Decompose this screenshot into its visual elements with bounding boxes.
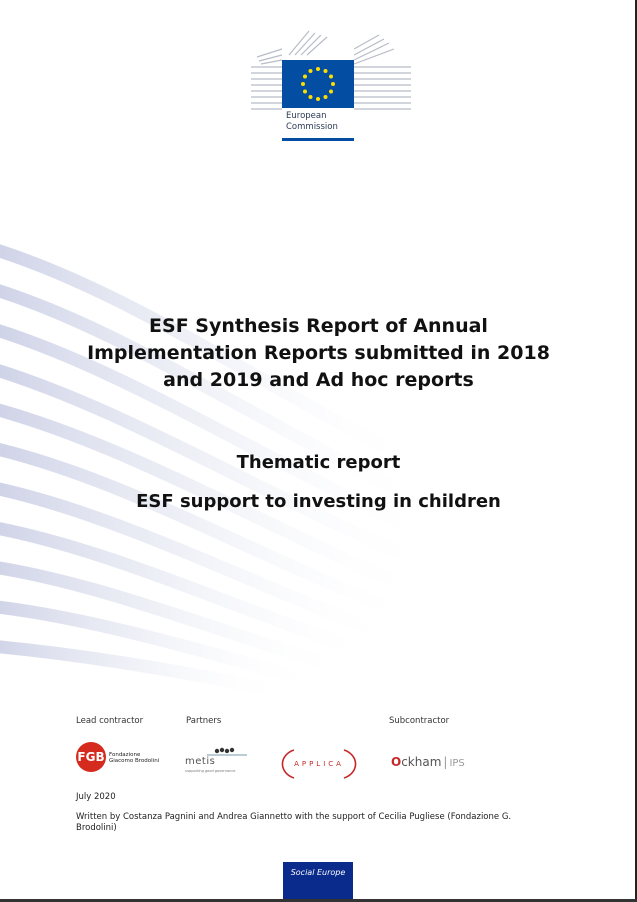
european-commission-logo [249, 27, 414, 143]
report-title [60, 313, 577, 394]
logo-wordmark [286, 111, 338, 133]
report-type: Thematic report [236, 452, 401, 473]
social-europe-label: Social Europe [290, 868, 346, 877]
authors-statement: Written by Costanza Pagnini and Andrea Giannetto with the support of Cecilia Pugliese (Fondazione G. Brodolini) [76, 812, 512, 833]
social-europe-badge [283, 862, 353, 899]
title-line-1: ESF Synthesis Report of Annual [149, 315, 488, 337]
fgb-name [109, 752, 159, 764]
ockham-ips-label: IPS [449, 758, 465, 769]
fgb-logo [76, 742, 166, 776]
logo-line-commission: Commission [286, 122, 338, 132]
report-topic: ESF support to investing in children [136, 491, 501, 512]
metis-logo [185, 745, 250, 775]
lead-contractor-label: Lead contractor [76, 716, 144, 726]
applica-wordmark: APPLICA [294, 760, 344, 768]
logo-underline [282, 138, 354, 141]
ockham-ips-logo [391, 755, 465, 769]
applica-logo [274, 747, 364, 781]
fgb-mark: FGB [76, 742, 106, 772]
metis-wordmark: metis [185, 756, 216, 767]
ockham-separator: | [443, 755, 448, 769]
metis-tagline: supporting good governance [185, 769, 236, 773]
title-line-3: and 2019 and Ad hoc reports [163, 369, 474, 391]
logo-line-european: European [286, 111, 327, 121]
ockham-wordmark: ckham [401, 755, 442, 769]
fgb-name-line-2: Giacomo Brodolini [109, 758, 160, 764]
publication-date: July 2020 [76, 792, 116, 802]
partners-label: Partners [186, 716, 222, 726]
ockham-o-mark: O [391, 755, 402, 769]
subcontractor-label: Subcontractor [389, 716, 450, 726]
fgb-name-line-1: Fondazione [109, 752, 141, 758]
title-line-2: Implementation Reports submitted in 2018 [87, 342, 550, 364]
